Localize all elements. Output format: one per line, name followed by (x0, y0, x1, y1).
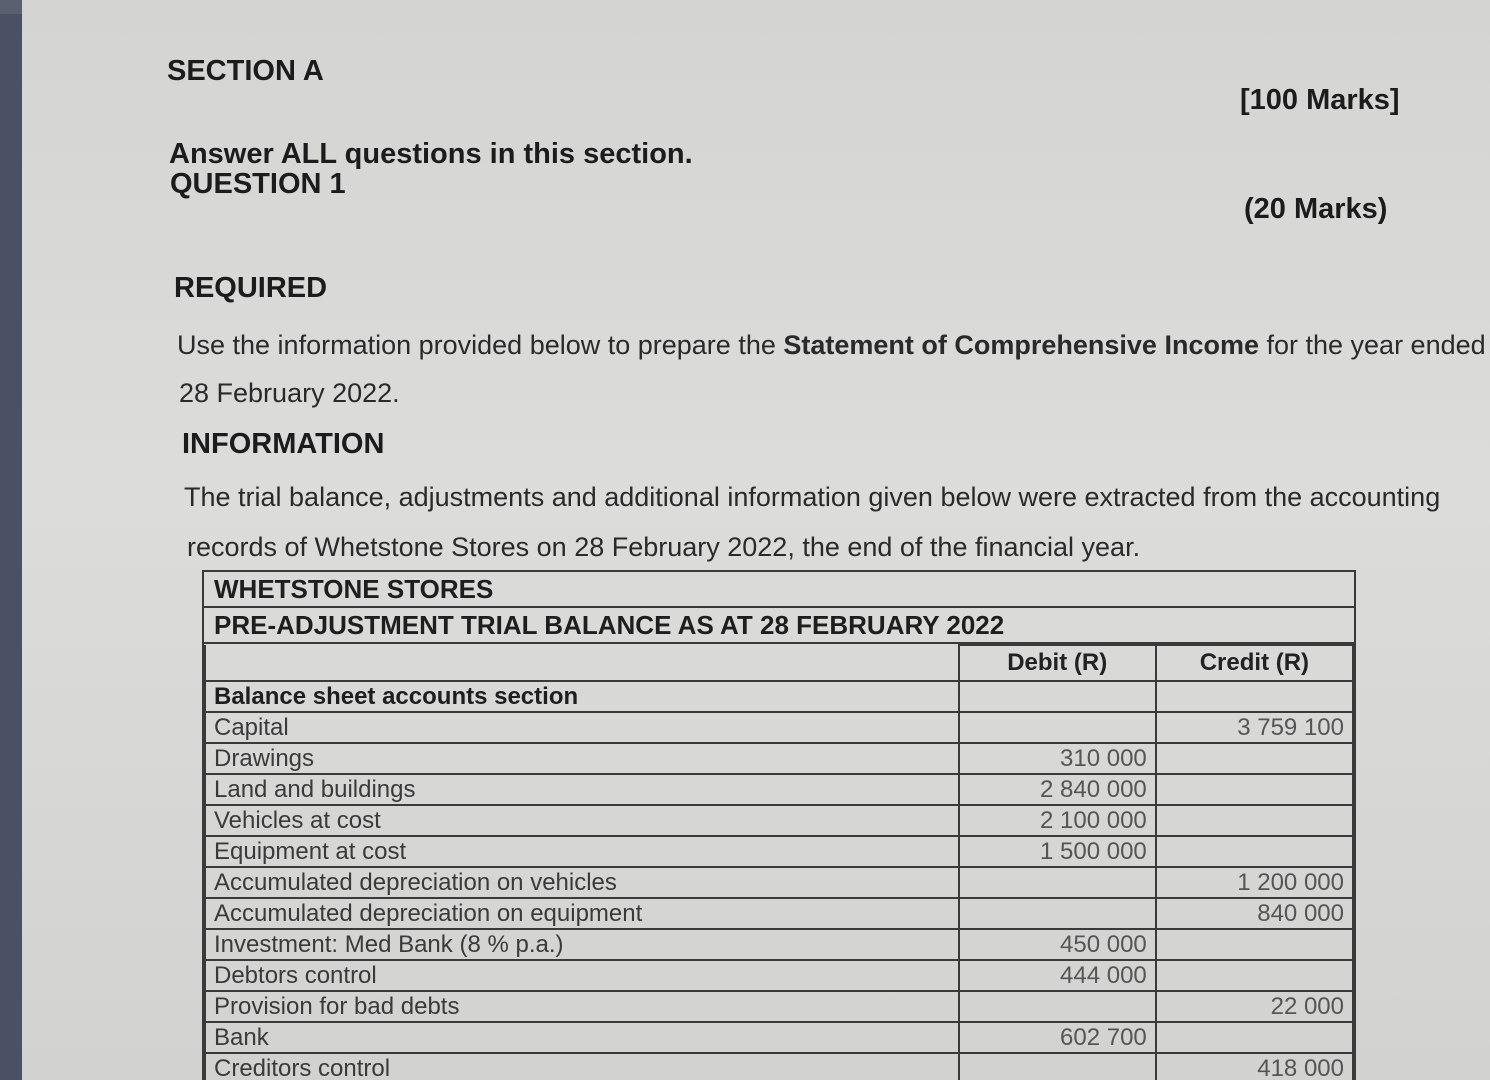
table-row: Equipment at cost 1 500 000 (205, 836, 1353, 867)
instruction: Answer ALL questions in this section. (169, 138, 693, 170)
section-row (205, 681, 1353, 712)
table-row: Creditors control 418 000 (205, 1053, 1353, 1080)
table-company-name: WHETSTONE STORES (204, 572, 1354, 608)
credit-header: Credit (R) (1156, 645, 1353, 681)
table-row: Provision for bad debts 22 000 (205, 991, 1353, 1022)
table-subtitle: PRE-ADJUSTMENT TRIAL BALANCE AS AT 28 FEBRUARY 2022 (204, 608, 1354, 644)
table-row: Bank 602 700 (205, 1022, 1353, 1053)
required-heading: REQUIRED (174, 272, 328, 304)
table-row: Capital 3 759 100 (205, 712, 1353, 743)
table-header-row (205, 645, 1353, 681)
table-row: Investment: Med Bank (8 % p.a.) 450 000 (205, 929, 1353, 960)
required-text-line2: 28 February 2022. (179, 378, 400, 408)
question-marks: (20 Marks) (1244, 193, 1388, 225)
information-line2: records of Whetstone Stores on 28 February 2022, the end of the financial year. (187, 532, 1141, 562)
trial-balance-grid (204, 644, 1354, 1080)
table-row: Accumulated depreciation on equipment 840 000 (205, 898, 1353, 929)
table-row: Accumulated depreciation on vehicles 1 200 000 (205, 867, 1353, 898)
document-page (22, 0, 1490, 1080)
information-line1: The trial balance, adjustments and additional information given below were extracted from the accounting (184, 482, 1441, 512)
table-row: Land and buildings 2 840 000 (205, 774, 1353, 805)
trial-balance-table (202, 570, 1356, 1080)
section-marks: [100 Marks] (1240, 84, 1400, 116)
table-row: Vehicles at cost 2 100 000 (205, 805, 1353, 836)
table-row: Drawings 310 000 (205, 743, 1353, 774)
balance-sheet-section-label: Balance sheet accounts section (205, 681, 959, 712)
question-title: QUESTION 1 (170, 168, 346, 200)
section-title: SECTION A (167, 55, 324, 87)
table-row: Debtors control 444 000 (205, 960, 1353, 991)
required-text-line1: Use the information provided below to prepare the Statement of Comprehensive Income for the year ended (177, 330, 1486, 360)
information-heading: INFORMATION (182, 428, 385, 460)
debit-header: Debit (R) (959, 645, 1156, 681)
